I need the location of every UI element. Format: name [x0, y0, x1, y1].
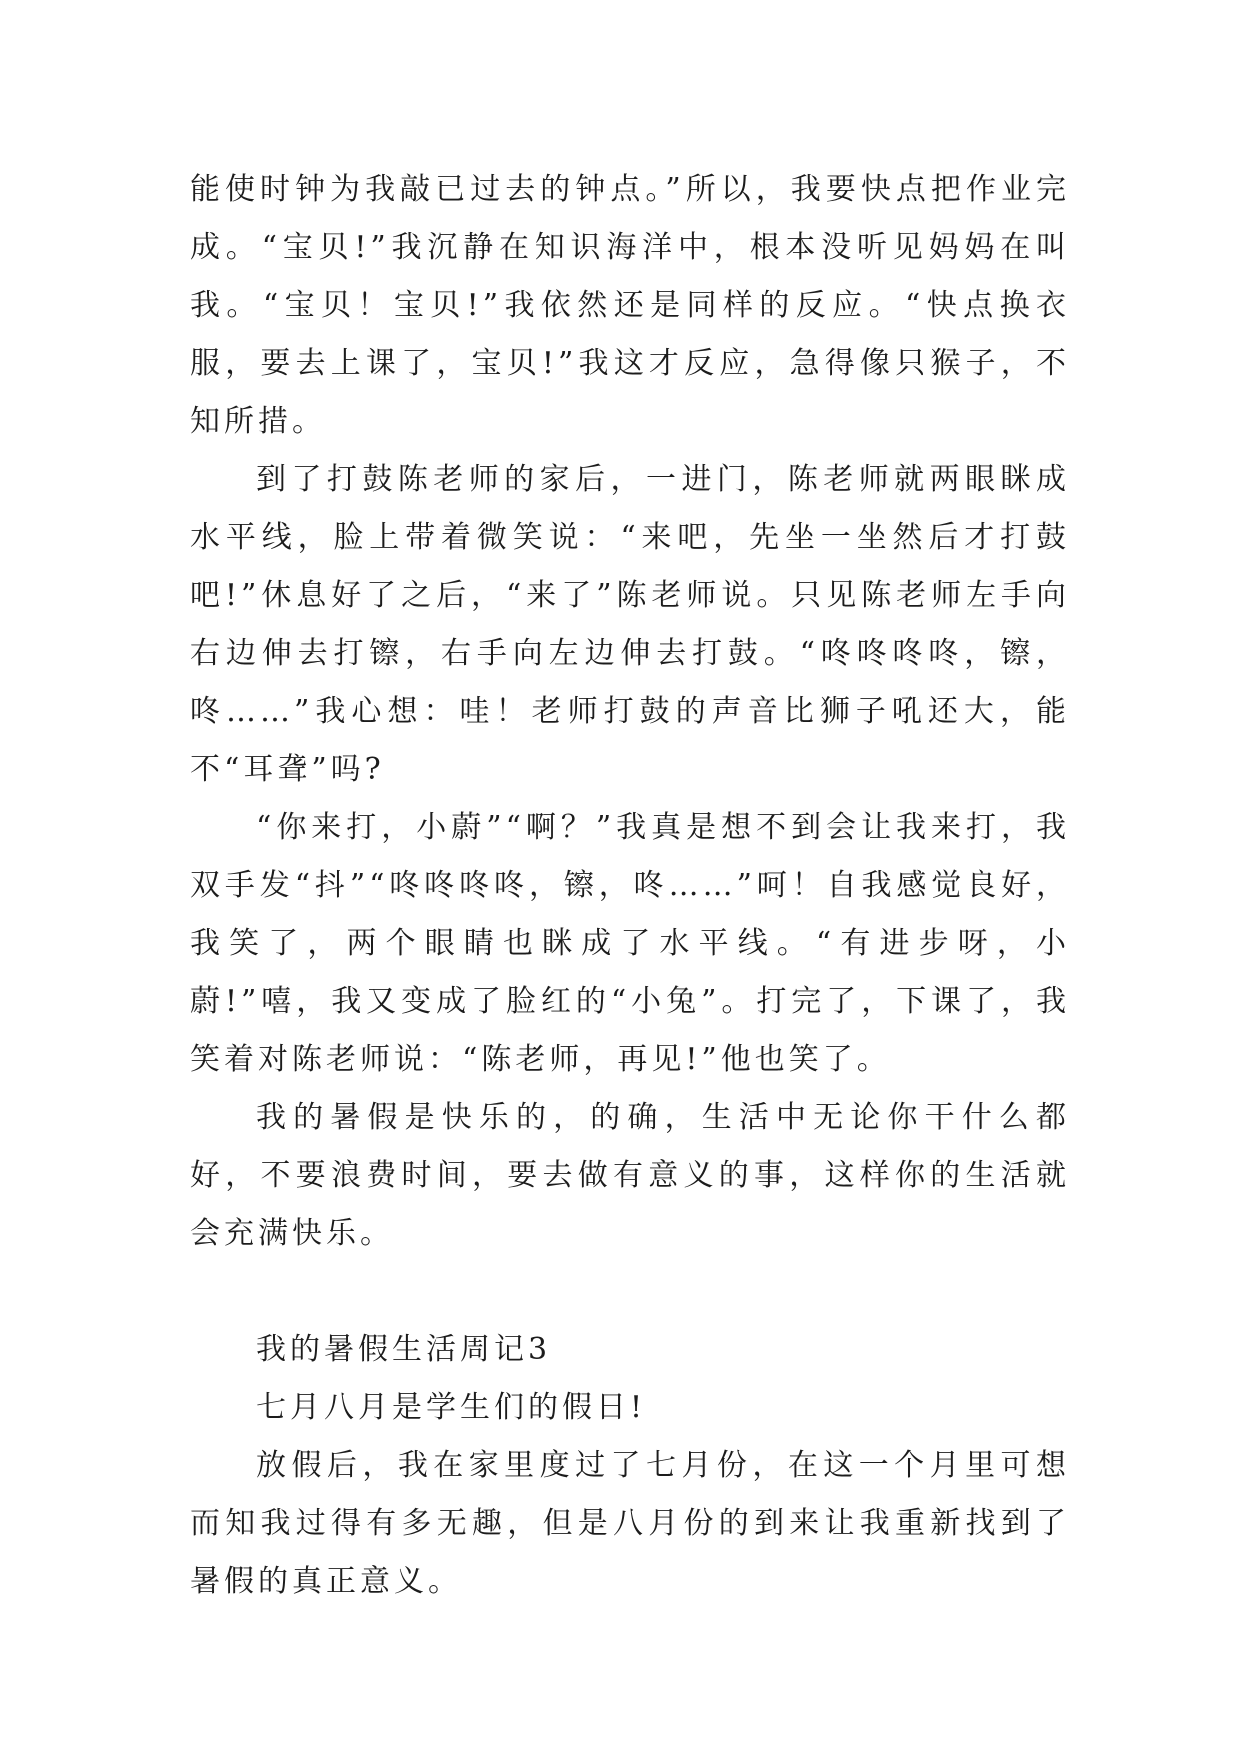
paragraph-holiday-intro: 七月八月是学生们的假日!: [256, 1390, 647, 1425]
paragraph-drum-teacher: 到了打鼓陈老师的家后，一进门，陈老师就两眼眯成水平线，脸上带着微笑说：“来吧，先坐一坐然后才打鼓吧!”休息好了之后，“来了”陈老师说。只见陈老师左手向右边伸去打镲，右手向左边伸去打鼓。“咚咚咚咚，镲，咚……”我心想：哇！老师打鼓的声音比狮子吼还大，能不“耳聋”吗?: [190, 462, 1070, 787]
paragraph-after-vacation: 放假后，我在家里度过了七月份，在这一个月里可想而知我过得有多无趣，但是八月份的到来让我重新找到了暑假的真正意义。: [190, 1448, 1070, 1599]
document-body: [190, 161, 1070, 1611]
section-title: 我的暑假生活周记3: [256, 1332, 552, 1367]
paragraph-my-turn: “你来打，小蔚”“啊？”我真是想不到会让我来打，我双手发“抖”“咚咚咚咚，镲，咚……”呵！自我感觉良好，我笑了，两个眼睛也眯成了水平线。“有进步呀，小蔚!”嘻，我又变成了脸红的“小兔”。打完了，下课了，我笑着对陈老师说：“陈老师，再见!”他也笑了。: [190, 810, 1070, 1077]
paragraph-conclusion: 我的暑假是快乐的，的确，生活中无论你干什么都好，不要浪费时间，要去做有意义的事，这样你的生活就会充满快乐。: [190, 1100, 1070, 1251]
paragraph-continuation: 能使时钟为我敲已过去的钟点。”所以，我要快点把作业完成。“宝贝!”我沉静在知识海洋中，根本没听见妈妈在叫我。“宝贝！宝贝!”我依然还是同样的反应。“快点换衣服，要去上课了，宝贝!”我这才反应，急得像只猴子，不知所措。: [190, 172, 1070, 439]
